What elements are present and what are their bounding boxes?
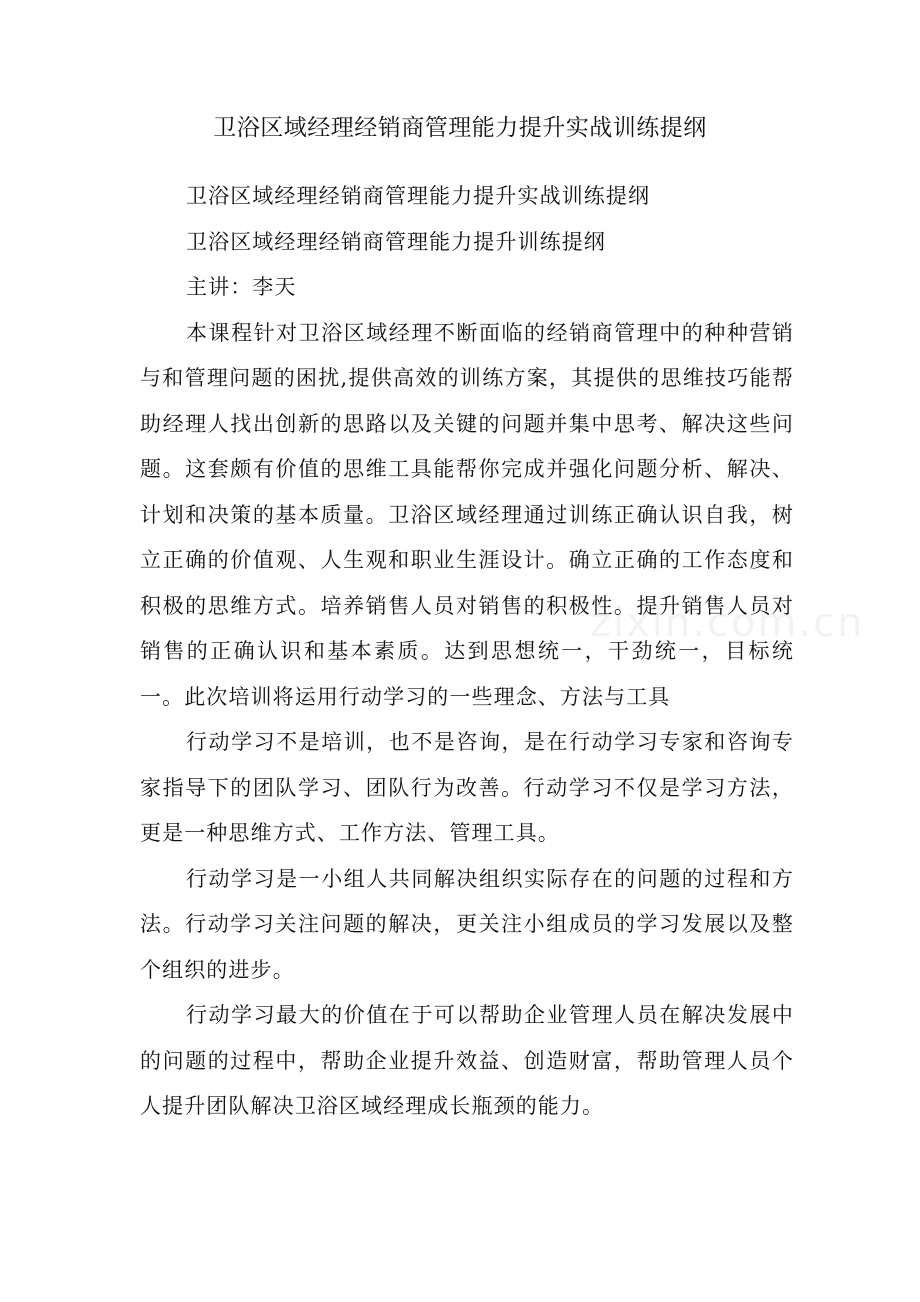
paragraph-lecturer: 主讲：李天 — [186, 275, 297, 299]
paragraph-action-learning-definition: 行动学习不是培训，也不是咨询，是在行动学习专家和咨询专家指导下的团队学习、团队行为改善。行动学习不仅是学习方法，更是一种思维方式、工作方法、管理工具。 — [140, 730, 794, 845]
paragraph-action-learning-process: 行动学习是一小组人共同解决组织实际存在的问题的过程和方法。行动学习关注问题的解决，更关注小组成员的学习发展以及整个组织的进步。 — [140, 866, 794, 982]
paragraph-course-intro: 本课程针对卫浴区域经理不断面临的经销商管理中的种种营销与和管理问题的困扰,提供高效的训练方案，其提供的思维技巧能帮助经理人找出创新的思路以及关键的问题并集中思考、解决这些问题。这套颇有价值的思维工具能帮你完成并强化问题分析、解决、计划和决策的基本质量。卫浴区域经理通过训练正确认识自我，树立正确的价值观、人生观和职业生涯设计。确立正确的工作态度和积极的思维方式。培养销售人员对销售的积极性。提升销售人员对销售的正确认识和基本素质。达到思想统一，干劲统一，目标统一。此次培训将运用行动学习的一些理念、方法与工具 — [140, 320, 794, 709]
watermark-text: zixin.com.cn — [590, 600, 865, 646]
paragraph-subtitle-2: 卫浴区域经理经销商管理能力提升训练提纲 — [186, 229, 606, 254]
document-body — [140, 174, 794, 1130]
paragraph-action-learning-value: 行动学习最大的价值在于可以帮助企业管理人员在解决发展中的问题的过程中，帮助企业提升效益、创造财富，帮助管理人员个人提升团队解决卫浴区域经理成长瓶颈的能力。 — [140, 1003, 794, 1118]
paragraph-subtitle-1: 卫浴区域经理经销商管理能力提升实战训练提纲 — [186, 184, 651, 208]
document-title: 卫浴区域经理经销商管理能力提升实战训练提纲 — [213, 115, 707, 141]
